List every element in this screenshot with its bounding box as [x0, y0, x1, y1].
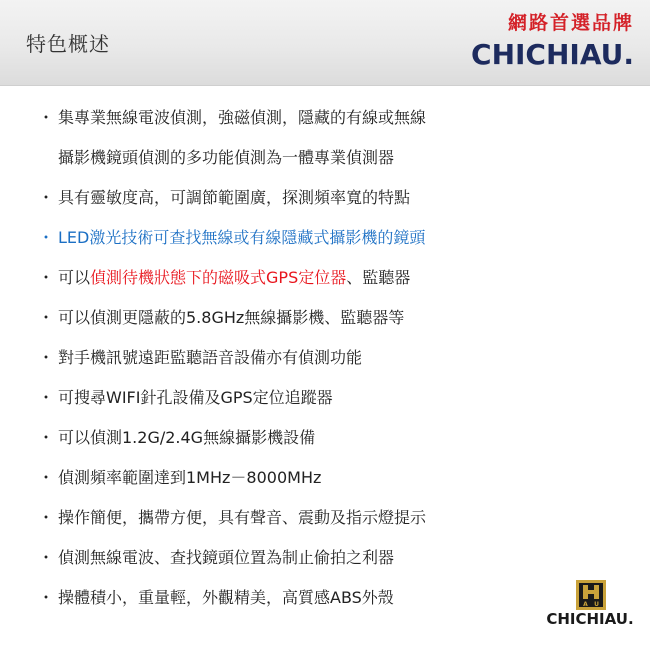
- feature-item: [38, 98, 618, 138]
- bullet-icon: ・: [38, 308, 55, 327]
- feature-text: 可搜尋WIFI針孔設備及GPS定位追蹤器: [58, 388, 333, 407]
- feature-item: [38, 578, 618, 618]
- bullet-icon: ・: [38, 348, 55, 367]
- bullet-icon: ・: [38, 108, 55, 127]
- bullet-icon: ・: [38, 268, 55, 287]
- page-title: 特色概述: [26, 32, 110, 56]
- feature-text: 偵測頻率範圍達到1MHz－8000MHz: [58, 468, 322, 487]
- feature-text: 可以偵測1.2G/2.4G無線攝影機設備: [58, 428, 316, 447]
- footer-brand-text: CHICHIAU.: [546, 610, 634, 628]
- feature-item: [38, 298, 618, 338]
- bullet-icon: ・: [38, 508, 55, 527]
- feature-item: [38, 218, 618, 258]
- feature-item: [38, 378, 618, 418]
- feature-text: 操體積小，重量輕，外觀精美，高質感ABS外殼: [58, 588, 394, 607]
- header-banner: [0, 0, 650, 86]
- feature-text: 攝影機鏡頭偵測的多功能偵測為一體專業偵測器: [58, 148, 395, 167]
- feature-text: 集專業無線電波偵測，強磁偵測，隱藏的有線或無線: [58, 108, 427, 127]
- footer-brand-logo: [545, 580, 635, 640]
- brand-logo-text: CHICHIAU.: [471, 38, 634, 71]
- feature-text: 對手機訊號遠距監聽語音設備亦有偵測功能: [58, 348, 363, 367]
- feature-item: [38, 258, 618, 298]
- feature-text: 具有靈敏度高，可調節範圍廣，探測頻率寬的特點: [58, 188, 411, 207]
- feature-item-continuation: [38, 138, 618, 178]
- feature-text-highlight: LED激光技術可查找無線或有線隱藏式攝影機的鏡頭: [58, 228, 426, 247]
- feature-item: [38, 338, 618, 378]
- brand-mark-right-letter: U: [594, 601, 599, 608]
- bullet-icon: ・: [38, 468, 55, 487]
- feature-text: 可以偵測更隱蔽的5.8GHz無線攝影機、監聽器等: [58, 308, 405, 327]
- feature-item: [38, 538, 618, 578]
- feature-text: 可以: [58, 268, 91, 287]
- feature-list: [38, 98, 618, 618]
- bullet-icon: ・: [38, 548, 55, 567]
- feature-item: [38, 498, 618, 538]
- feature-item: [38, 418, 618, 458]
- feature-text: 、監聽器: [346, 268, 411, 287]
- feature-text-highlight: 偵測待機狀態下的磁吸式GPS定位器: [90, 268, 347, 287]
- brand-slogan: 網路首選品牌: [507, 12, 634, 34]
- bullet-icon: ・: [38, 588, 55, 607]
- feature-item: [38, 458, 618, 498]
- feature-item: [38, 178, 618, 218]
- brand-mark-left-letter: A: [583, 601, 588, 608]
- bullet-icon: ・: [38, 188, 55, 207]
- bullet-icon: ・: [38, 228, 55, 247]
- feature-text: 操作簡便，攜帶方便，具有聲音、震動及指示燈提示: [58, 508, 427, 527]
- brand-mark-icon: [576, 580, 606, 610]
- bullet-icon: ・: [38, 388, 55, 407]
- bullet-icon: ・: [38, 428, 55, 447]
- feature-text: 偵測無線電波、查找鏡頭位置為制止偷拍之利器: [58, 548, 395, 567]
